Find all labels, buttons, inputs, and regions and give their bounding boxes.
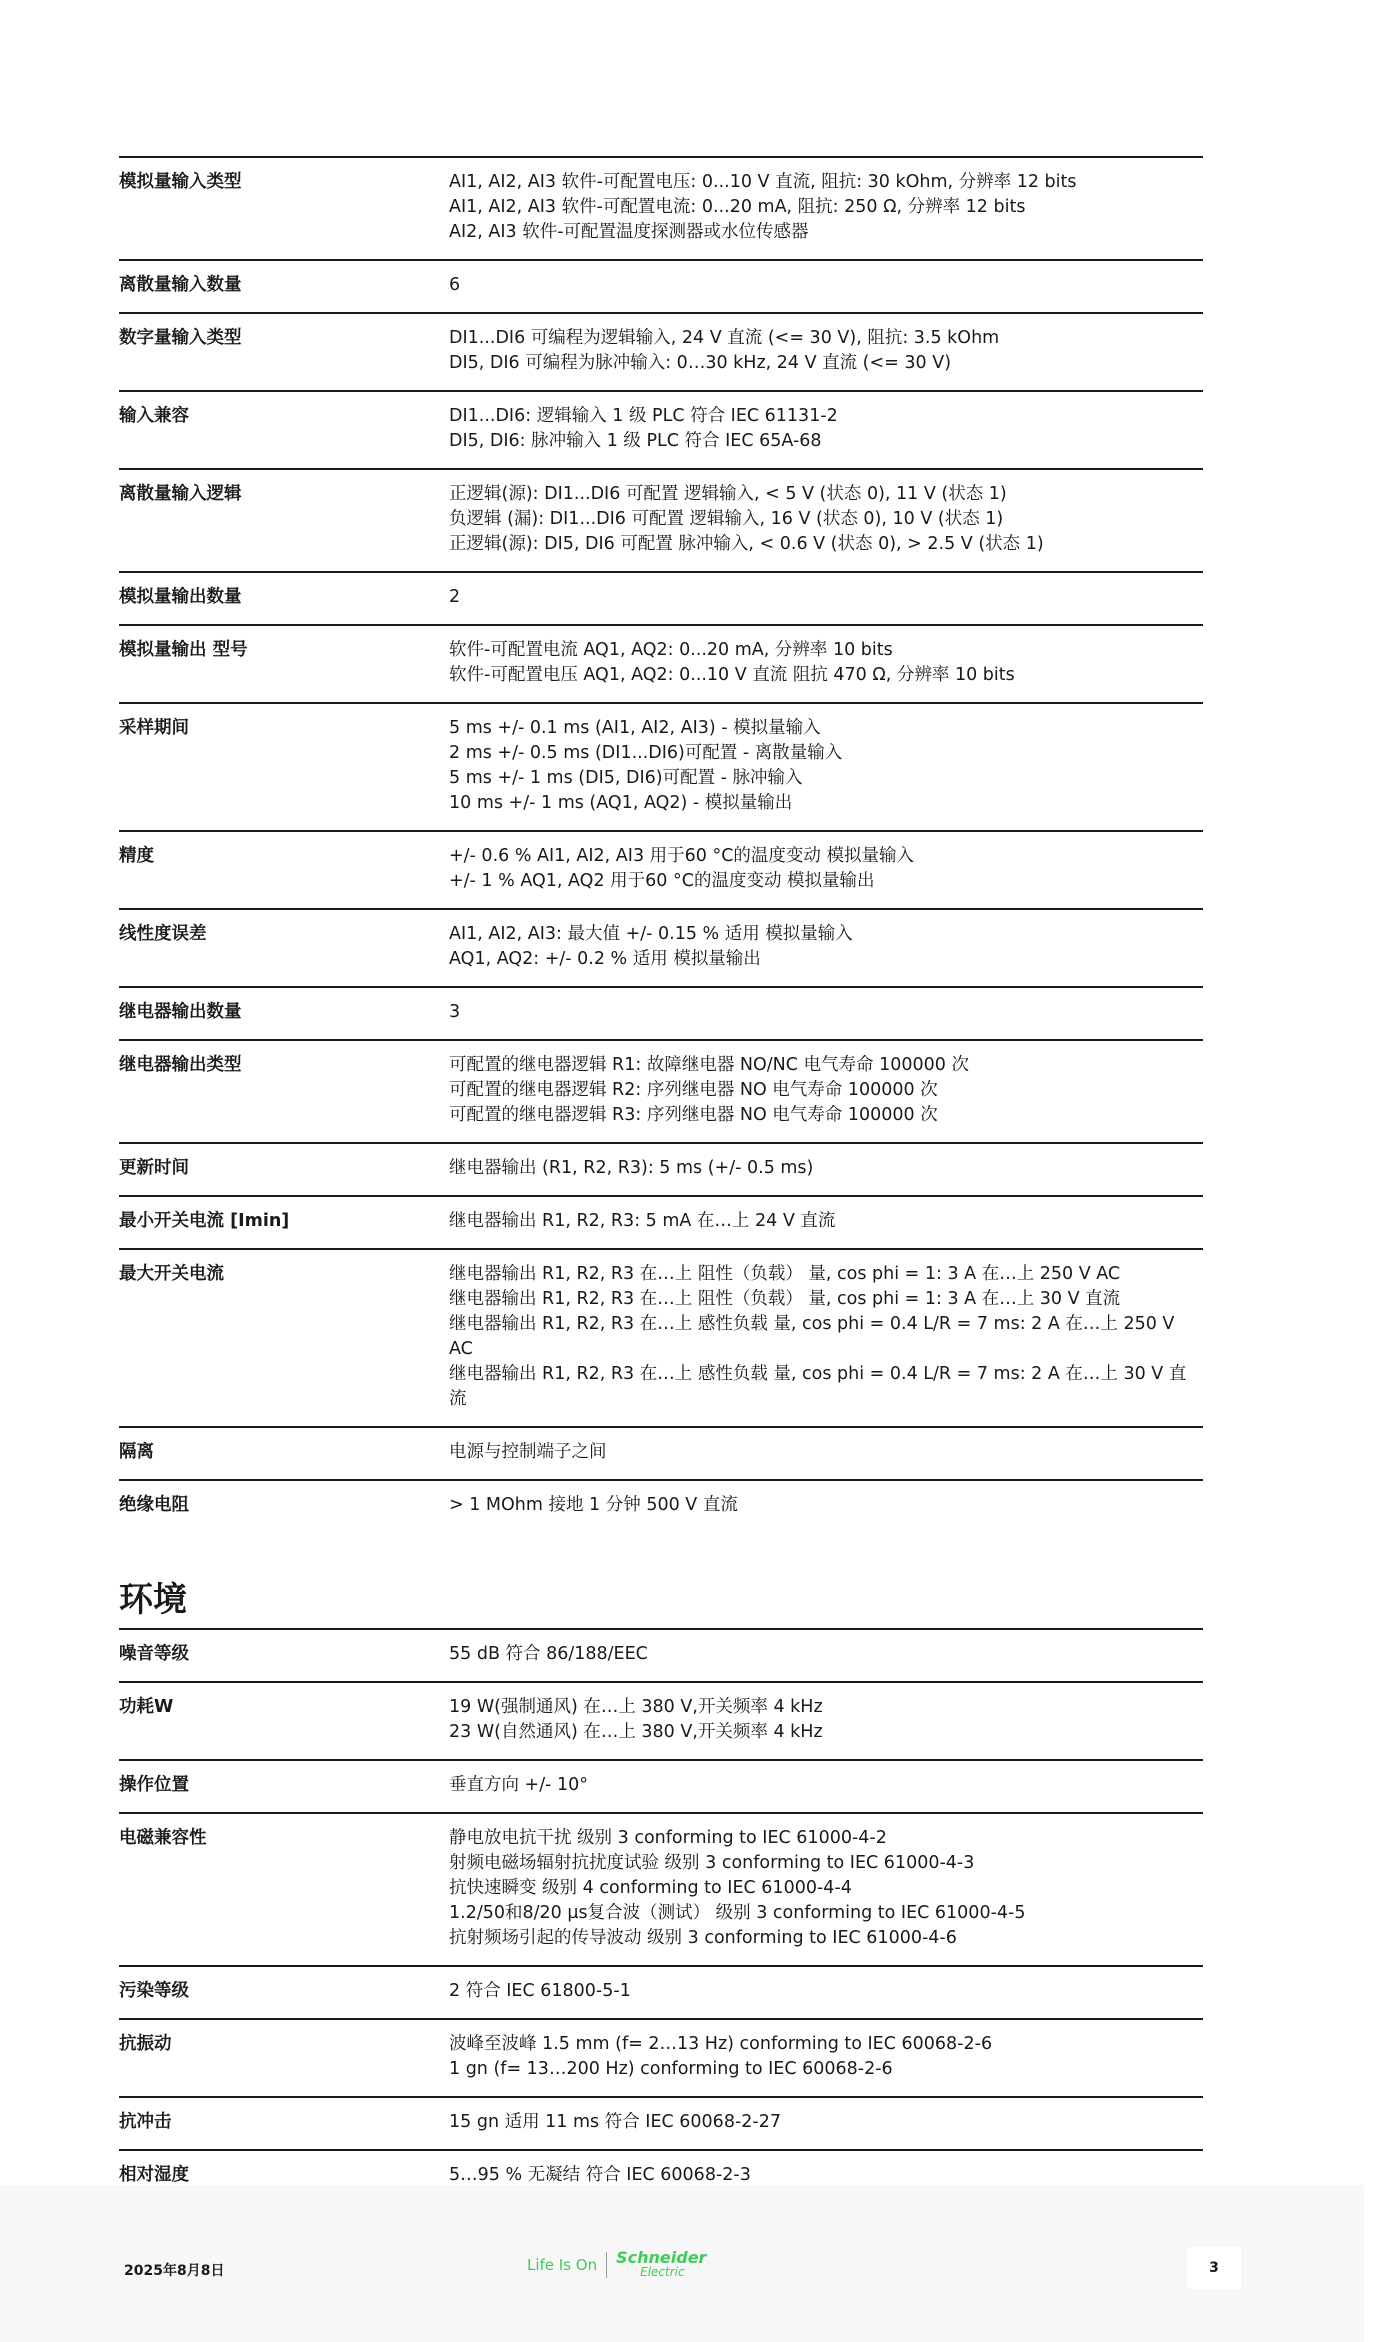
page-number: 3 bbox=[1187, 2247, 1241, 2289]
spec-value-line: 负逻辑 (漏): DI1...DI6 可配置 逻辑输入, 16 V (状态 0), 10 V (状态 1) bbox=[449, 509, 1004, 529]
spec-label: 功耗W bbox=[119, 1697, 174, 1717]
spec-value-line: 软件-可配置电压 AQ1, AQ2: 0...10 V 直流 阻抗 470 Ω, 分辨率 10 bits bbox=[449, 665, 1015, 685]
spec-value-line: 继电器输出 (R1, R2, R3): 5 ms (+/- 0.5 ms) bbox=[449, 1158, 814, 1178]
spec-row bbox=[119, 702, 1203, 830]
spec-value-line: DI5, DI6 可编程为脉冲输入: 0…30 kHz, 24 V 直流 (<= 30 V) bbox=[449, 353, 952, 373]
spec-label: 精度 bbox=[119, 846, 154, 866]
spec-row bbox=[119, 2018, 1203, 2096]
spec-values bbox=[449, 482, 1203, 557]
spec-value-line: 1 gn (f= 13…200 Hz) conforming to IEC 60068-2-6 bbox=[449, 2059, 893, 2079]
spec-value-line: 10 ms +/- 1 ms (AQ1, AQ2) - 模拟量输出 bbox=[449, 793, 793, 813]
spec-values bbox=[449, 1209, 1203, 1234]
spec-label: 采样期间 bbox=[119, 718, 189, 738]
spec-values bbox=[449, 1000, 1203, 1025]
spec-value-line: AI1, AI2, AI3 软件-可配置电流: 0...20 mA, 阻抗: 250 Ω, 分辨率 12 bits bbox=[449, 197, 1026, 217]
spec-value-line: DI1...DI6 可编程为逻辑输入, 24 V 直流 (<= 30 V), 阻抗: 3.5 kOhm bbox=[449, 328, 1000, 348]
spec-values bbox=[449, 1440, 1203, 1465]
spec-value-line: 2 ms +/- 0.5 ms (DI1...DI6)可配置 - 离散量输入 bbox=[449, 743, 843, 763]
spec-value-line: 继电器输出 R1, R2, R3 在…上 感性负载 量, cos phi = 0.4 L/R = 7 ms: 2 A 在…上 30 V 直流 bbox=[449, 1364, 1187, 1409]
spec-value-line: 可配置的继电器逻辑 R2: 序列继电器 NO 电气寿命 100000 次 bbox=[449, 1080, 938, 1100]
spec-label: 相对湿度 bbox=[119, 2165, 189, 2185]
spec-row bbox=[119, 624, 1203, 702]
spec-label: 抗振动 bbox=[119, 2034, 172, 2054]
spec-row bbox=[119, 1426, 1203, 1479]
spec-label: 最大开关电流 bbox=[119, 1264, 224, 1284]
spec-row bbox=[119, 908, 1203, 986]
spec-label: 隔离 bbox=[119, 1442, 154, 1462]
spec-value-line: 3 bbox=[449, 1002, 461, 1022]
spec-label: 污染等级 bbox=[119, 1981, 189, 2001]
spec-label: 继电器输出数量 bbox=[119, 1002, 242, 1022]
spec-values bbox=[449, 326, 1203, 376]
schneider-sub: Electric bbox=[640, 2265, 685, 2279]
spec-label: 最小开关电流 [Imin] bbox=[119, 1211, 290, 1231]
spec-value-line: 正逻辑(源): DI5, DI6 可配置 脉冲输入, < 0.6 V (状态 0), > 2.5 V (状态 1) bbox=[449, 534, 1044, 554]
spec-label: 绝缘电阻 bbox=[119, 1495, 189, 1515]
spec-value-line: 23 W(自然通风) 在…上 380 V,开关频率 4 kHz bbox=[449, 1722, 823, 1742]
spec-row bbox=[119, 312, 1203, 390]
spec-value-line: 1.2/50和8/20 µs复合波（测试） 级别 3 conforming to IEC 61000-4-5 bbox=[449, 1903, 1026, 1923]
spec-value-line: 电源与控制端子之间 bbox=[449, 1442, 607, 1462]
spec-value-line: 5…95 % 无凝结 符合 IEC 60068-2-3 bbox=[449, 2165, 751, 2185]
spec-row bbox=[119, 1039, 1203, 1142]
spec-values bbox=[449, 1262, 1203, 1412]
spec-value-line: 射频电磁场辐射抗扰度试验 级别 3 conforming to IEC 61000-4-3 bbox=[449, 1853, 975, 1873]
spec-value-line: AI1, AI2, AI3: 最大值 +/- 0.15 % 适用 模拟量输入 bbox=[449, 924, 853, 944]
spec-values bbox=[449, 404, 1203, 454]
spec-row bbox=[119, 986, 1203, 1039]
spec-value-line: DI1...DI6: 逻辑输入 1 级 PLC 符合 IEC 61131-2 bbox=[449, 406, 838, 426]
spec-row bbox=[119, 1759, 1203, 1812]
spec-values bbox=[449, 716, 1203, 816]
spec-content bbox=[119, 156, 1203, 2280]
spec-label: 模拟量输出数量 bbox=[119, 587, 242, 607]
footer-date: 2025年8月8日 bbox=[124, 2263, 225, 2279]
spec-value-line: 19 W(强制通风) 在…上 380 V,开关频率 4 kHz bbox=[449, 1697, 823, 1717]
spec-row bbox=[119, 830, 1203, 908]
spec-value-line: 抗快速瞬变 级别 4 conforming to IEC 61000-4-4 bbox=[449, 1878, 852, 1898]
spec-value-line: 继电器输出 R1, R2, R3 在…上 感性负载 量, cos phi = 0.4 L/R = 7 ms: 2 A 在…上 250 V AC bbox=[449, 1314, 1175, 1359]
schneider-wordmark bbox=[616, 2248, 707, 2279]
spec-value-line: 继电器输出 R1, R2, R3: 5 mA 在…上 24 V 直流 bbox=[449, 1211, 836, 1231]
spec-values bbox=[449, 2032, 1203, 2082]
spec-label: 抗冲击 bbox=[119, 2112, 172, 2132]
spec-values bbox=[449, 1826, 1203, 1951]
spec-row bbox=[119, 390, 1203, 468]
spec-values bbox=[449, 1773, 1203, 1798]
spec-value-line: 正逻辑(源): DI1...DI6 可配置 逻辑输入, < 5 V (状态 0), 11 V (状态 1) bbox=[449, 484, 1007, 504]
spec-row bbox=[119, 1479, 1203, 1532]
spec-value-line: 5 ms +/- 0.1 ms (AI1, AI2, AI3) - 模拟量输入 bbox=[449, 718, 821, 738]
spec-label: 离散量输入逻辑 bbox=[119, 484, 242, 504]
spec-value-line: 6 bbox=[449, 275, 461, 295]
spec-label: 离散量输入数量 bbox=[119, 275, 242, 295]
spec-row bbox=[119, 1195, 1203, 1248]
spec-row bbox=[119, 2096, 1203, 2149]
spec-label: 操作位置 bbox=[119, 1775, 189, 1795]
spec-label: 模拟量输入类型 bbox=[119, 172, 242, 192]
spec-row bbox=[119, 259, 1203, 312]
page-footer bbox=[0, 2185, 1364, 2342]
spec-value-line: 波峰至波峰 1.5 mm (f= 2…13 Hz) conforming to IEC 60068-2-6 bbox=[449, 2034, 993, 2054]
spec-row bbox=[119, 1142, 1203, 1195]
spec-table bbox=[119, 156, 1203, 1532]
spec-label: 更新时间 bbox=[119, 1158, 189, 1178]
logo-divider bbox=[606, 2252, 607, 2278]
spec-values bbox=[449, 585, 1203, 610]
spec-values bbox=[449, 922, 1203, 972]
spec-label: 电磁兼容性 bbox=[119, 1828, 207, 1848]
spec-value-line: 继电器输出 R1, R2, R3 在…上 阻性（负载） 量, cos phi = 1: 3 A 在…上 250 V AC bbox=[449, 1264, 1121, 1284]
spec-values bbox=[449, 1979, 1203, 2004]
spec-row bbox=[119, 1681, 1203, 1759]
spec-values bbox=[449, 1156, 1203, 1181]
spec-value-line: 可配置的继电器逻辑 R1: 故障继电器 NO/NC 电气寿命 100000 次 bbox=[449, 1055, 969, 1075]
spec-row bbox=[119, 1812, 1203, 1965]
spec-row bbox=[119, 1965, 1203, 2018]
spec-values bbox=[449, 2110, 1203, 2135]
spec-row bbox=[119, 468, 1203, 571]
spec-value-line: 15 gn 适用 11 ms 符合 IEC 60068-2-27 bbox=[449, 2112, 781, 2132]
life-is-on-text: Life Is On bbox=[527, 2256, 598, 2274]
schneider-name: Schneider bbox=[616, 2248, 707, 2267]
spec-row bbox=[119, 156, 1203, 259]
spec-values bbox=[449, 1053, 1203, 1128]
spec-row bbox=[119, 1628, 1203, 1681]
spec-row bbox=[119, 1248, 1203, 1426]
spec-value-line: 可配置的继电器逻辑 R3: 序列继电器 NO 电气寿命 100000 次 bbox=[449, 1105, 938, 1125]
environment-table bbox=[119, 1628, 1203, 2280]
spec-value-line: AI1, AI2, AI3 软件-可配置电压: 0...10 V 直流, 阻抗: 30 kOhm, 分辨率 12 bits bbox=[449, 172, 1077, 192]
section-title-environment: 环境 bbox=[119, 1580, 187, 1620]
spec-label: 模拟量输出 型号 bbox=[119, 640, 248, 660]
spec-values bbox=[449, 170, 1203, 245]
spec-row bbox=[119, 571, 1203, 624]
spec-value-line: AQ1, AQ2: +/- 0.2 % 适用 模拟量输出 bbox=[449, 949, 761, 969]
spec-value-line: AI2, AI3 软件-可配置温度探测器或水位传感器 bbox=[449, 222, 809, 242]
spec-value-line: 55 dB 符合 86/188/EEC bbox=[449, 1644, 648, 1664]
spec-values bbox=[449, 1493, 1203, 1518]
spec-values bbox=[449, 844, 1203, 894]
spec-value-line: +/- 0.6 % AI1, AI2, AI3 用于60 °C的温度变动 模拟量输入 bbox=[449, 846, 914, 866]
spec-value-line: 2 符合 IEC 61800-5-1 bbox=[449, 1981, 631, 2001]
spec-value-line: 静电放电抗干扰 级别 3 conforming to IEC 61000-4-2 bbox=[449, 1828, 887, 1848]
spec-values bbox=[449, 1642, 1203, 1667]
spec-value-line: 2 bbox=[449, 587, 461, 607]
spec-label: 数字量输入类型 bbox=[119, 328, 242, 348]
spec-value-line: > 1 MOhm 接地 1 分钟 500 V 直流 bbox=[449, 1495, 738, 1515]
spec-value-line: 抗射频场引起的传导波动 级别 3 conforming to IEC 61000-4-6 bbox=[449, 1928, 957, 1948]
spec-values bbox=[449, 273, 1203, 298]
spec-value-line: 垂直方向 +/- 10° bbox=[449, 1775, 589, 1795]
spec-value-line: 继电器输出 R1, R2, R3 在…上 阻性（负载） 量, cos phi = 1: 3 A 在…上 30 V 直流 bbox=[449, 1289, 1121, 1309]
spec-label: 线性度误差 bbox=[119, 924, 207, 944]
schneider-logo bbox=[527, 2248, 707, 2279]
spec-value-line: 5 ms +/- 1 ms (DI5, DI6)可配置 - 脉冲输入 bbox=[449, 768, 803, 788]
spec-value-line: DI5, DI6: 脉冲输入 1 级 PLC 符合 IEC 65A-68 bbox=[449, 431, 822, 451]
spec-label: 噪音等级 bbox=[119, 1644, 189, 1664]
spec-value-line: 软件-可配置电流 AQ1, AQ2: 0...20 mA, 分辨率 10 bits bbox=[449, 640, 893, 660]
spec-values bbox=[449, 1695, 1203, 1745]
spec-label: 输入兼容 bbox=[119, 406, 189, 426]
spec-values bbox=[449, 638, 1203, 688]
spec-value-line: +/- 1 % AQ1, AQ2 用于60 °C的温度变动 模拟量输出 bbox=[449, 871, 875, 891]
spec-label: 继电器输出类型 bbox=[119, 1055, 242, 1075]
